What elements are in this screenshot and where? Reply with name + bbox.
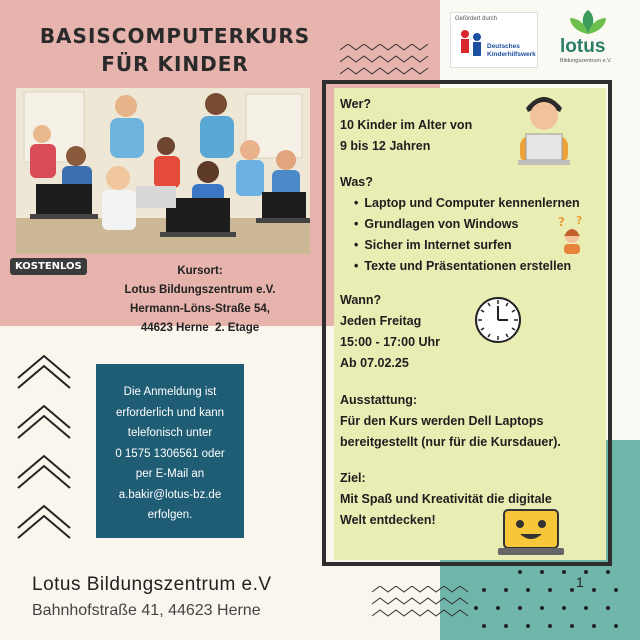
registration-phone: 0 1575 1306561 oder (115, 447, 225, 460)
dot (526, 588, 530, 592)
registration-line: per E-Mail an (135, 468, 205, 480)
what-list-item: • Grundlagen von Windows (340, 214, 580, 235)
course-location-line: Hermann-Löns-Straße 54, (130, 303, 270, 315)
dot (518, 606, 522, 610)
lotus-logo-name: lotus (560, 36, 606, 57)
who-text: 10 Kinder im Alter von (340, 118, 473, 132)
what-heading: Was? (340, 175, 373, 189)
free-badge: KOSTENLOS (10, 258, 87, 275)
dot (570, 624, 574, 628)
dot (482, 588, 486, 592)
dot (504, 588, 508, 592)
dot (562, 570, 566, 574)
course-location-line: Lotus Bildungszentrum e.V. (124, 284, 276, 296)
when-time: 15:00 - 17:00 Uhr (340, 335, 441, 349)
laptop-smiley-icon (496, 508, 566, 558)
dot (606, 606, 610, 610)
dot (548, 624, 552, 628)
question-girl-icon (556, 214, 590, 254)
registration-line: telefonisch unter (127, 427, 213, 439)
dot (474, 606, 478, 610)
dot (606, 570, 610, 574)
goal-heading: Ziel: (340, 471, 366, 485)
what-list-item: • Laptop und Computer kennenlernen (340, 193, 580, 214)
when-day: Jeden Freitag (340, 314, 422, 328)
what-list (340, 193, 583, 277)
kinderhilfswerk-logo-icon (457, 29, 485, 63)
svg-text:?: ? (558, 215, 565, 229)
registration-line: erfolgen. (147, 509, 193, 521)
dot (540, 570, 544, 574)
when-heading: Wann? (340, 293, 382, 307)
dot (540, 606, 544, 610)
dot (592, 624, 596, 628)
sponsor-caption: Gefördert durch (455, 16, 498, 22)
footer-address: Bahnhofstraße 41, 44623 Herne (32, 602, 261, 619)
registration-box (96, 364, 244, 538)
equipment-text: Für den Kurs werden Dell Laptops (340, 414, 544, 428)
course-location (90, 262, 310, 338)
zigzag-decoration-bottom (372, 586, 472, 626)
lotus-logo-subtitle: Bildungszentrum e.V. (560, 58, 612, 64)
dot (584, 606, 588, 610)
clock-icon (474, 296, 522, 344)
zigzag-decoration-top (340, 44, 430, 84)
dot (518, 570, 522, 574)
dot (592, 588, 596, 592)
dot (570, 588, 574, 592)
what-list-item: • Texte und Präsentationen erstellen (340, 256, 580, 277)
equipment-section (340, 390, 561, 453)
registration-line: erforderlich und kann (115, 406, 225, 419)
registration-line: Die Anmeldung ist (123, 386, 217, 398)
dot (526, 624, 530, 628)
footer-organization-name: Lotus Bildungszentrum e.V (32, 574, 272, 595)
lotus-flower-icon (566, 8, 610, 36)
dot (584, 570, 588, 574)
registration-email: a.bakir@lotus-bz.de (118, 488, 222, 501)
what-section (340, 172, 583, 277)
when-section (340, 290, 440, 374)
course-location-line: 44623 Herne 2. Etage (140, 322, 260, 334)
equipment-heading: Ausstattung: (340, 393, 418, 407)
sponsor-org-line: Deutsches (487, 43, 520, 50)
equipment-text: bereitgestellt (nur für die Kursdauer). (340, 435, 561, 449)
dot (614, 624, 618, 628)
title-line-1: BASISCOMPUTERKURS (39, 24, 311, 48)
svg-text:?: ? (576, 214, 583, 227)
who-text: 9 bis 12 Jahren (340, 139, 431, 153)
sponsor-org-name (487, 43, 536, 59)
dot (614, 588, 618, 592)
dot (496, 606, 500, 610)
goal-text: Mit Spaß und Kreativität die digitale (340, 492, 552, 506)
when-start-date: Ab 07.02.25 (340, 356, 409, 370)
dot (548, 588, 552, 592)
sponsor-org-line: Kinderhilfswerk (487, 51, 536, 58)
who-section (340, 94, 472, 157)
who-heading: Wer? (340, 97, 372, 111)
classroom-photo (16, 88, 310, 254)
title-line-2: FÜR KINDER (101, 52, 249, 76)
boy-laptop-icon (512, 90, 576, 168)
course-location-heading: Kursort: (177, 265, 223, 277)
page-number: 1 (576, 574, 584, 590)
chevron-decoration-left (16, 352, 72, 552)
goal-text: Welt entdecken! (340, 513, 436, 527)
sponsor-logo-box (450, 12, 538, 68)
what-list-item: • Sicher im Internet surfen (340, 235, 580, 256)
dot (562, 606, 566, 610)
dot (482, 624, 486, 628)
dot (504, 624, 508, 628)
